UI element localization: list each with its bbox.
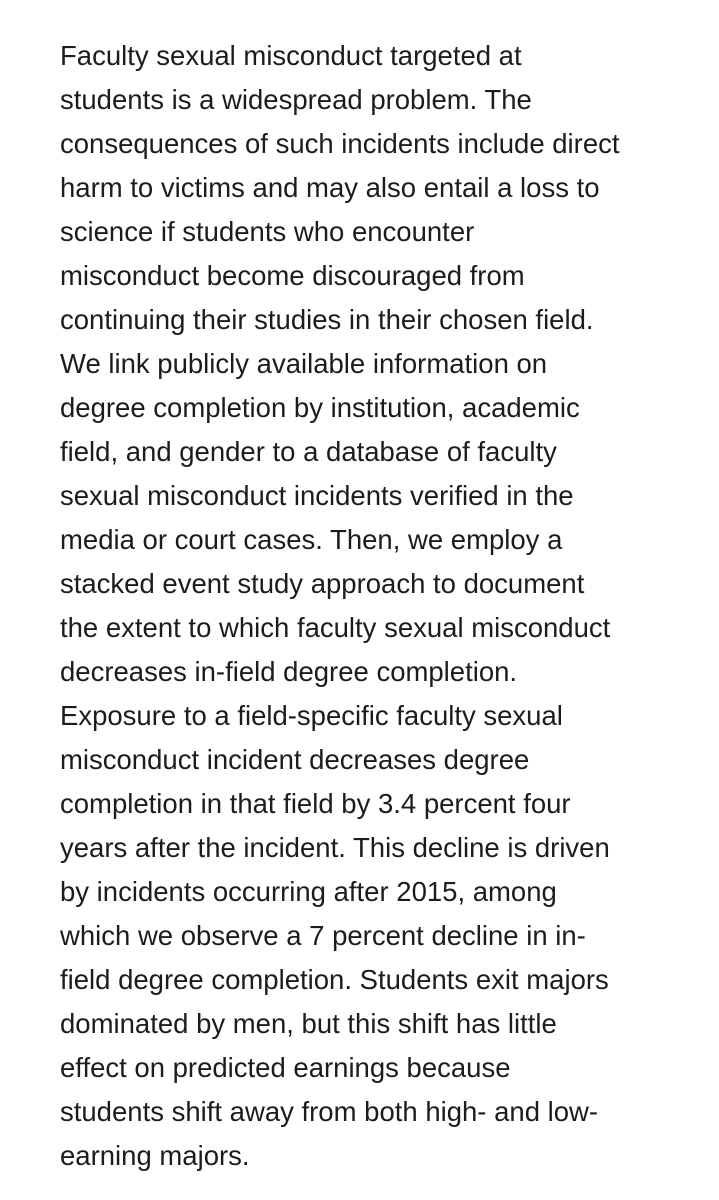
text-line: field degree completion. Students exit majors	[60, 964, 609, 995]
text-line: misconduct incident decreases degree	[60, 744, 530, 775]
text-line: misconduct become discouraged from	[60, 260, 525, 291]
text-line: by incidents occurring after 2015, among	[60, 876, 557, 907]
text-line: We link publicly available information on	[60, 348, 548, 379]
text-line: earning majors.	[60, 1140, 250, 1171]
text-line: Faculty sexual misconduct targeted at	[60, 40, 522, 71]
text-line: sexual misconduct incidents verified in the	[60, 480, 574, 511]
text-line: the extent to which faculty sexual misconduct	[60, 612, 611, 643]
text-line: Exposure to a field-specific faculty sexual	[60, 700, 563, 731]
abstract-text	[60, 34, 700, 1178]
text-line: students is a widespread problem. The	[60, 84, 532, 115]
text-line: stacked event study approach to document	[60, 568, 585, 599]
text-line: years after the incident. This decline is driven	[60, 832, 610, 863]
text-line: decreases in-field degree completion.	[60, 656, 518, 687]
text-line: field, and gender to a database of faculty	[60, 436, 557, 467]
text-line: degree completion by institution, academic	[60, 392, 580, 423]
text-line: students shift away from both high- and low-	[60, 1096, 599, 1127]
text-line: which we observe a 7 percent decline in in-	[60, 920, 586, 951]
text-line: media or court cases. Then, we employ a	[60, 524, 563, 555]
text-line: effect on predicted earnings because	[60, 1052, 511, 1083]
text-line: harm to victims and may also entail a loss to	[60, 172, 600, 203]
text-line: science if students who encounter	[60, 216, 475, 247]
text-line: consequences of such incidents include direct	[60, 128, 620, 159]
text-line: dominated by men, but this shift has little	[60, 1008, 557, 1039]
text-line: completion in that field by 3.4 percent four	[60, 788, 571, 819]
text-line: continuing their studies in their chosen field.	[60, 304, 594, 335]
